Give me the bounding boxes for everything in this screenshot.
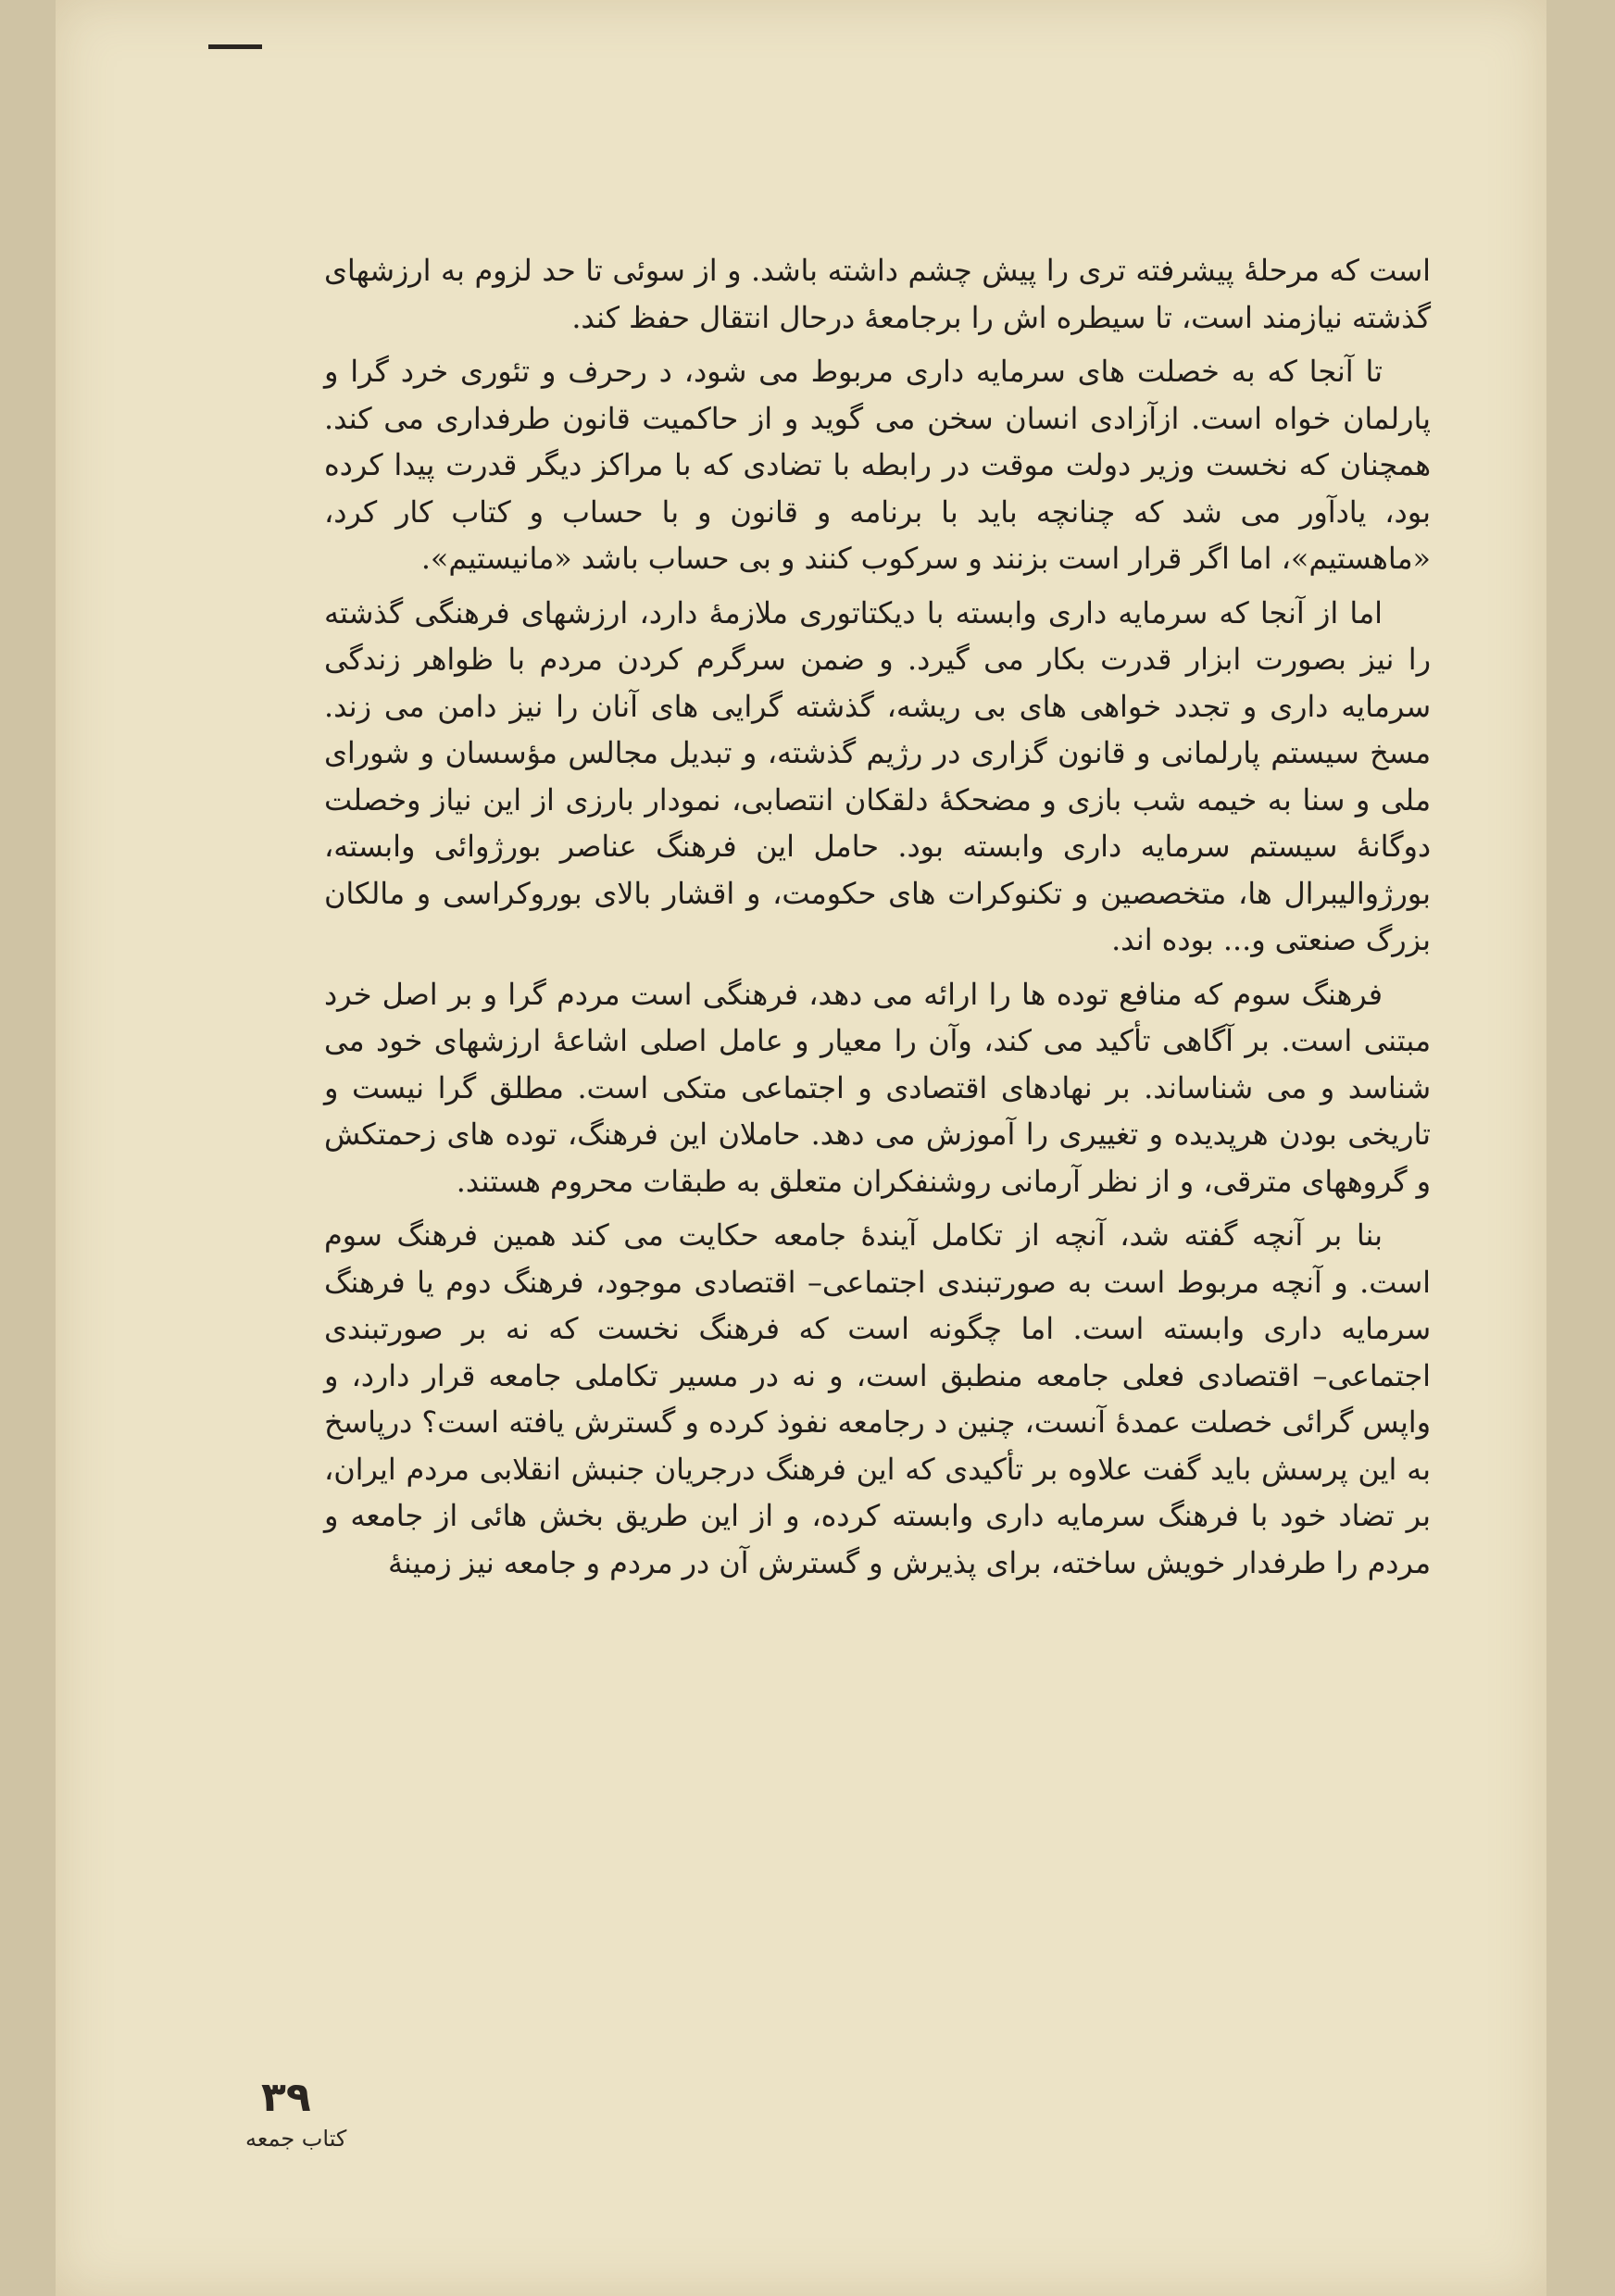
book-page: [56, 0, 1546, 2296]
paragraph-2: تا آنجا که به خصلت های سرمایه داری مربوط می شود، د رحرف و تئوری خرد گرا و پارلمان خواه است. ازآزادی انسان سخن می گوید و از حاکمیت قانون طرفداری می کند. همچنان که نخست وزیر دولت موقت در رابطه با تضادی که با مراکز دیگر قدرت پیدا کرده بود، یادآور می شد که چنانچه باید با برنامه و قانون و با حساب و کتاب کار کرد، «ماهستیم»، اما اگر قرار است بزنند و سرکوب کنند و بی حساب باشد «مانیستیم».: [324, 355, 1431, 576]
page-number: ۳۹: [261, 2074, 311, 2121]
paragraph-1: است که مرحلهٔ پیشرفته تری را پیش چشم داشته باشد. و از سوئی تا حد لزوم به ارزشهای گذشته نیازمند است، تا سیطره اش را برجامعهٔ درحال انتقال حفظ کند.: [324, 254, 1431, 335]
paragraph-5: بنا بر آنچه گفته شد، آنچه از تکامل آیندهٔ جامعه حکایت می کند همین فرهنگ سوم است. و آنچه مربوط است به صورتبندی اجتماعی– اقتصادی موجود، فرهنگ دوم یا فرهنگ سرمایه داری وابسته است. اما چگونه است که فرهنگ نخست که نه بر صورتبندی اجتماعی– اقتصادی فعلی جامعه منطبق است، و نه در مسیر تکاملی جامعه قرار دارد، و واپس گرائی خصلت عمدهٔ آنست، چنین د رجامعه نفوذ کرده و گسترش یافته است؟ درپاسخ به این پرسش باید گفت علاوه بر تأکیدی که این فرهنگ درجریان جنبش انقلابی مردم ایران، بر تضاد خود با فرهنگ سرمایه داری وابسته کرده، و از این طریق بخش هائی از جامعه و مردم را طرفدار خویش ساخته، برای پذیرش و گسترش آن در مردم و جامعه نیز زمینهٔ: [324, 1218, 1431, 1580]
running-footer: کتاب جمعه: [245, 2126, 347, 2152]
paragraph-4: فرهنگ سوم که منافع توده ها را ارائه می دهد، فرهنگی است مردم گرا و بر اصل خرد مبتنی است. بر آگاهی تأکید می کند، وآن را معیار و عامل اصلی اشاعهٔ ارزشهای خود می شناسد و می شناساند. بر نهادهای اقتصادی و اجتماعی متکی است. مطلق گرا نیست و تاریخی بودن هرپدیده و تغییری را آموزش می دهد. حاملان این فرهنگ، توده های زحمتکش و گروههای مترقی، و از نظر آرمانی روشنفکران متعلق به طبقات محروم هستند.: [324, 977, 1431, 1199]
body-text: [324, 248, 1431, 1594]
top-dash-mark: [208, 44, 262, 49]
paragraph-3: اما از آنجا که سرمایه داری وابسته با دیکتاتوری ملازمهٔ دارد، ارزشهای فرهنگی گذشته را نیز بصورت ابزار قدرت بکار می گیرد. و ضمن سرگرم کردن مردم با ظواهر زندگی سرمایه داری و تجدد خواهی های بی ریشه، گذشته گرایی های آنان را نیز دامن می زند. مسخ سیستم پارلمانی و قانون گزاری در رژیم گذشته، و تبدیل مجالس مؤسسان و شورای ملی و سنا به خیمه شب بازی و مضحکهٔ دلقکان انتصابی، نمودار بارزی از این نیاز وخصلت دوگانهٔ سیستم سرمایه داری وابسته بود. حامل این فرهنگ عناصر بورژوائی وابسته، بورژوالیبرال ها، متخصصین و تکنوکرات های حکومت، و اقشار بالای بوروکراسی و مالکان بزرگ صنعتی و... بوده اند.: [324, 595, 1431, 957]
